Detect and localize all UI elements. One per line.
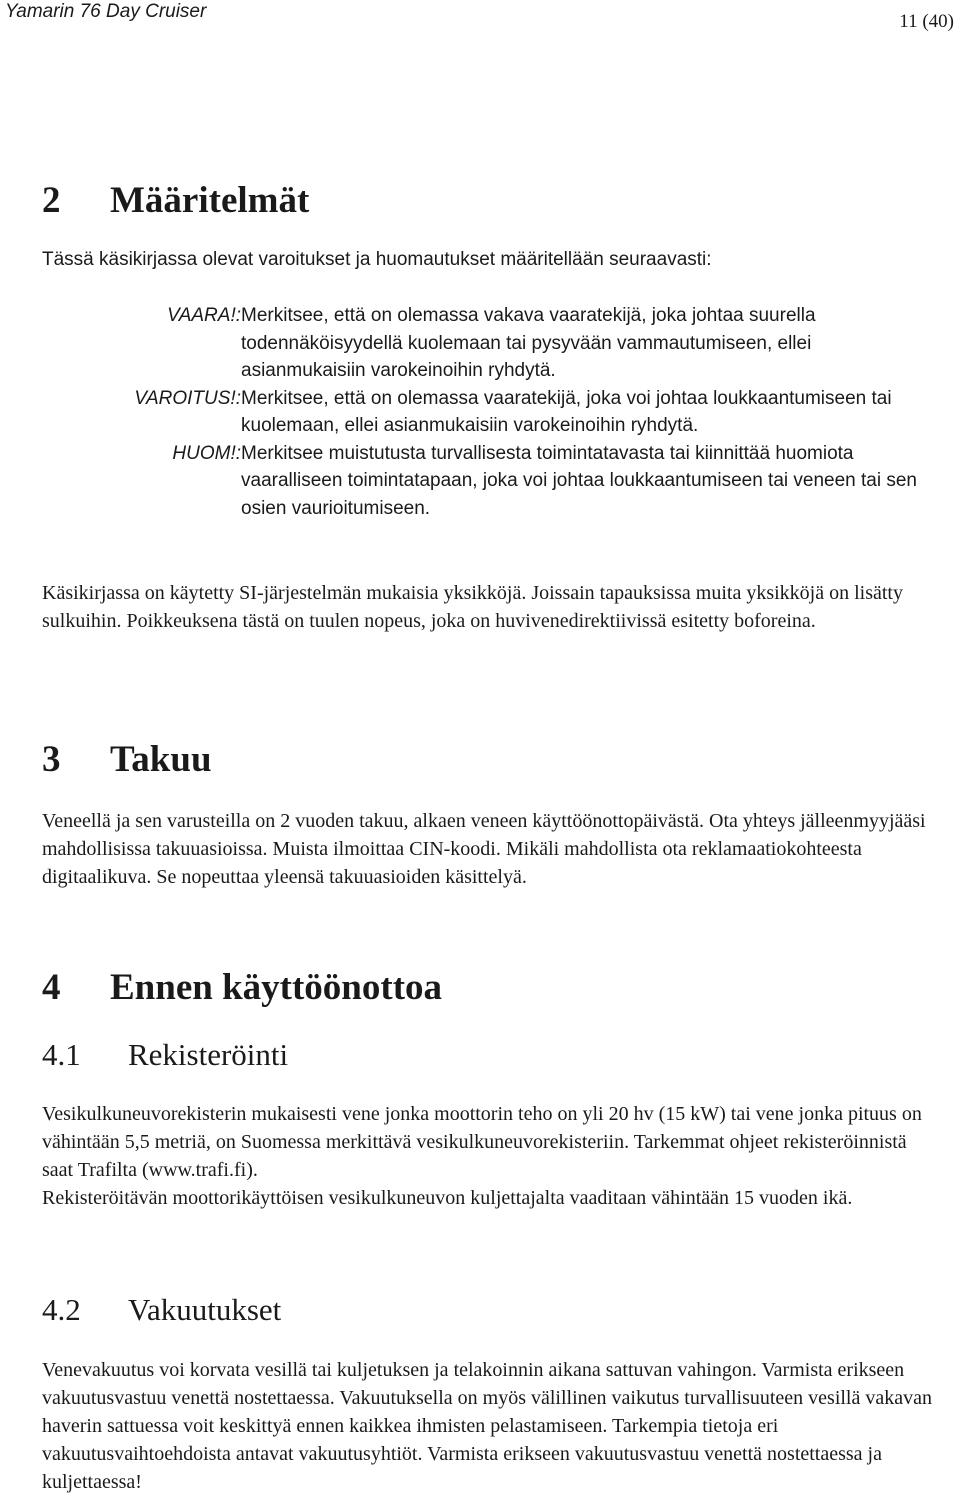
section-4-heading: [42, 966, 942, 1010]
units-paragraph: Käsikirjassa on käytetty SI-järjestelmän mukaisia yksikköjä. Joissain tapauksissa muita yksikköjä on lisätty sulkuihin. Poikkeuksena tästä on tuulen nopeus, joka on huvivenedirektiivissä esitetty boforeina.: [42, 582, 903, 632]
definition-term: VAROITUS!:: [134, 387, 241, 409]
registration-paragraph: Vesikulkuneuvorekisterin mukaisesti vene jonka moottorin teho on yli 20 hv (15 kW) tai vene jonka pituus on vähintään 5,5 metriä, on Suomessa merkittävä vesikulkuneuvorekisteriin. Tarkemmat ohjeet rekisteröinnistä saat Trafilta (www.trafi.fi).: [42, 1103, 922, 1181]
section-number: 4.2: [42, 1292, 81, 1327]
registration-age-paragraph: Rekisteröitävän moottorikäyttöisen vesikulkuneuvon kuljettajalta vaaditaan vähintään 15 vuoden ikä.: [42, 1187, 853, 1209]
section-2-heading: [42, 179, 942, 223]
section-number: 4: [42, 967, 61, 1008]
section-title: Määritelmät: [110, 180, 310, 221]
section-4-2-heading: [42, 1291, 942, 1329]
definition-text: Merkitsee muistutusta turvallisesta toimintatavasta tai kiinnittää huomiota vaaralliseen toimintatapaan, joka voi johtaa loukkaantumiseen tai veneen tai sen osien vaurioitumiseen.: [241, 442, 917, 519]
section-number: 2: [42, 180, 61, 221]
section-title: Vakuutukset: [128, 1292, 282, 1327]
definition-list: [42, 302, 942, 522]
definition-text: Merkitsee, että on olemassa vakava vaaratekijä, joka johtaa suurella todennäköisyydellä kuolemaan tai pysyvään vammautumiseen, ellei asianmukaisiin varokeinoihin ryhdytä.: [241, 305, 816, 381]
definition-vaara: [42, 302, 942, 385]
definition-text: Merkitsee, että on olemassa vaaratekijä, joka voi johtaa loukkaantumiseen tai kuolemaan, ellei asianmukaisiin varokeinoihin ryhdytä.: [241, 387, 892, 436]
section-title: Ennen käyttöönottoa: [110, 967, 443, 1008]
document-header-title: Yamarin 76 Day Cruiser: [5, 1, 207, 22]
definition-term: HUOM!:: [172, 442, 241, 464]
definition-term: VAARA!:: [167, 305, 241, 326]
definition-varoitus: [42, 385, 942, 440]
section-number: 3: [42, 739, 61, 780]
section-number: 4.1: [42, 1037, 81, 1072]
section-3-heading: [42, 738, 942, 782]
intro-paragraph: Tässä käsikirjassa olevat varoitukset ja huomautukset määritellään seuraavasti:: [42, 249, 712, 270]
page-number: 11 (40): [899, 11, 954, 32]
section-title: Rekisteröinti: [128, 1037, 289, 1072]
section-4-1-heading: [42, 1036, 942, 1074]
warranty-paragraph: Veneellä ja sen varusteilla on 2 vuoden takuu, alkaen veneen käyttöönottopäivästä. Ota yhteys jälleenmyyjääsi mahdollisissa takuuasioissa. Muista ilmoittaa CIN-koodi. Mikäli mahdollista ota reklamaatiokohteesta digitaalikuva. Se nopeuttaa yleensä takuuasioiden käsittelyä.: [42, 810, 926, 888]
insurance-paragraph: Venevakuutus voi korvata vesillä tai kuljetuksen ja telakoinnin aikana sattuvan vahingon. Varmista erikseen vakuutusvastuu venettä nostettaessa. Vakuutuksella on myös välillinen vaikutus turvallisuuteen vesillä vakavan haverin sattuessa voit keskittyä ennen kaikkea ihmisten pelastamiseen. Tarkempia tietoja eri vakuutusvaihtoehdoista antavat vakuutusyhtiöt. Varmista erikseen vakuutusvastuu venettä nostettaessa ja kuljettaessa!: [42, 1359, 932, 1493]
definition-huom: [42, 440, 942, 523]
section-title: Takuu: [110, 739, 212, 780]
